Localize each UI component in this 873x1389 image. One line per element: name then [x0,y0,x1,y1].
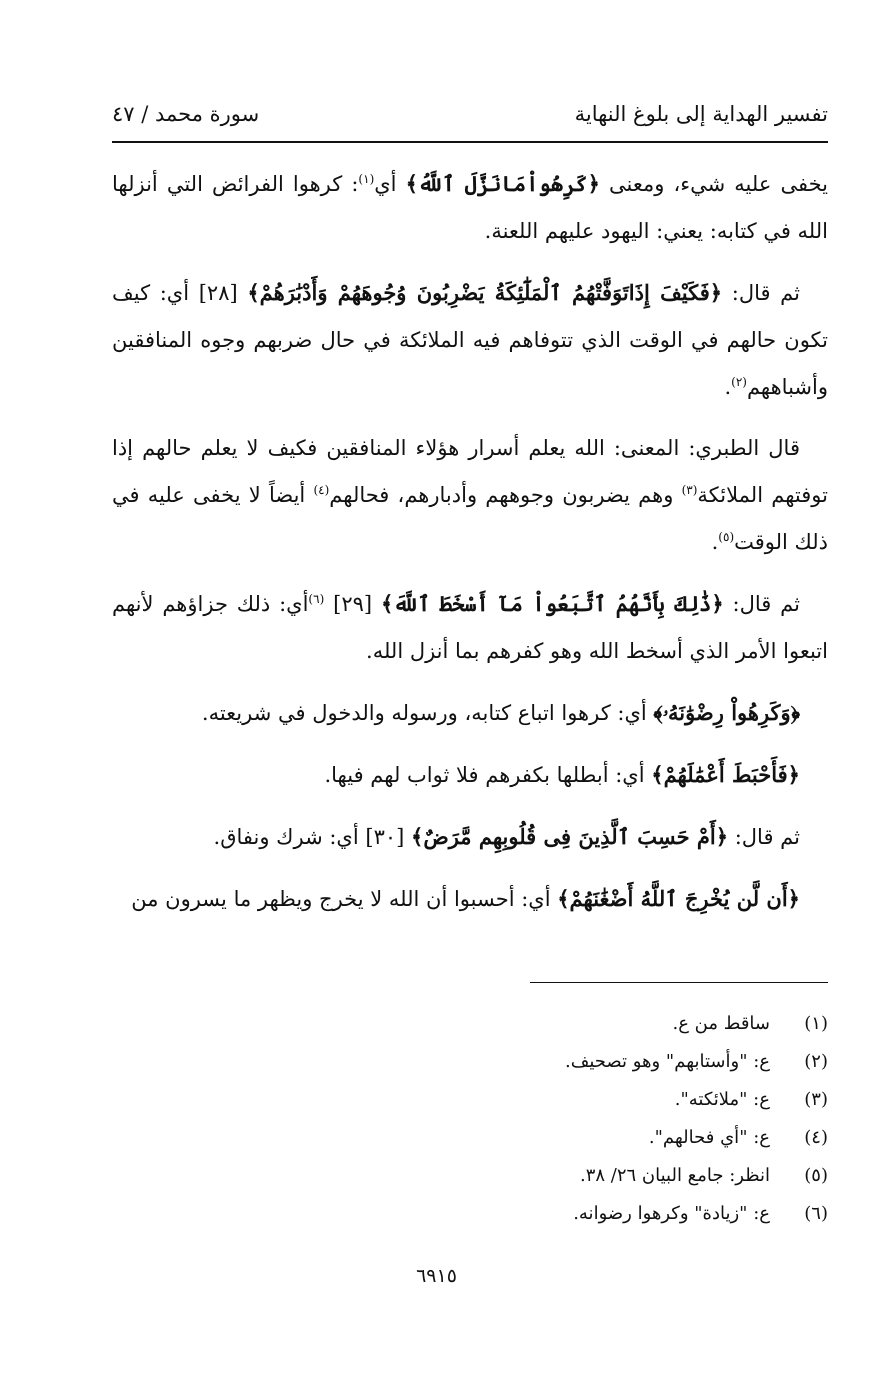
footnote-item [112,1195,828,1233]
footnote-item [112,1157,828,1195]
footnote-text: ع: "وأستابهم" وهو تصحيف. [564,1051,770,1072]
quran-verse: ﴿أَن لَّن يُخْرِجَ ٱللَّهُ أَضْغَٰنَهُمْ﴾ [557,886,800,911]
footnote-marker: (١) [358,172,375,186]
footnote-number: (٢) [804,1051,828,1072]
footnote-number: (٦) [804,1203,828,1224]
footnote-number: (٣) [804,1089,828,1110]
paragraph-4: ثم قال: ﴿ذَٰلِكَ بِأَنَّهُمُ ٱتَّبَعُواْ مَآ أَسْخَطَ ٱللَّهَ﴾ [٢٩] $^{(٦)}$أي: ذلك جزاؤهم لأنهم اتبعوا الأمر الذي أسخط الله وهو كفرهم بما أنزل الله. [112,591,828,663]
footnote-number: (٤) [804,1127,828,1148]
footnotes [112,1005,828,1233]
footnote-text: ساقط من ع. [672,1013,770,1034]
footnote-item [112,1043,828,1081]
footnote-number: (١) [804,1013,828,1034]
footnote-item [112,1081,828,1119]
paragraph-8: ﴿أَن لَّن يُخْرِجَ ٱللَّهُ أَضْغَٰنَهُمْ﴾ أي: أحسبوا أن الله لا يخرج ويظهر ما يسرون من [131,886,800,911]
paragraph-7: ثم قال: ﴿أَمْ حَسِبَ ٱلَّذِينَ فِى قُلُوبِهِم مَّرَضٌ﴾ [٣٠] أي: شرك ونفاق. [213,824,800,849]
footnote-marker: (٦) [308,592,325,606]
quran-verse: ﴿فَكَيْفَ إِذَاتَوَفَّتْهُمُ ٱلْمَلَٰٓئِكَةُ يَضْرِبُونَ وُجُوهَهُمْ وَأَدْبَٰرَهُمْ﴾ [247,280,723,305]
footnote-number: (٥) [804,1165,828,1186]
paragraph-6: ﴿فَأَحْبَطَ أَعْمَٰلَهُمْ﴾ أي: أبطلها بكفرهم فلا ثواب لهم فيها. [324,762,800,787]
footnote-text: ع: "أي فحالهم". [648,1127,770,1148]
footnote-divider [530,982,828,983]
footnote-marker: (٢) [731,375,747,389]
footnote-marker: (٤) [313,483,330,497]
quran-verse: ﴿ذَٰلِكَ بِأَنَّهُمُ ٱتَّبَعُواْ مَآ أَسْخَطَ ٱللَّهَ﴾ [380,591,724,616]
running-header [112,96,828,132]
footnote-text: ع: "ملائكته". [674,1089,770,1110]
page-number: ٦٩١٥ [416,1265,457,1287]
header-divider [112,141,828,143]
footnote-marker: (٣) [681,483,698,497]
quran-verse: ﴿أَمْ حَسِبَ ٱلَّذِينَ فِى قُلُوبِهِم مَّرَضٌ﴾ [411,824,729,849]
paragraph-5: ﴿وَكَرِهُواْ رِضْوَٰنَهُۥ﴾ أي: كرهوا اتباع كتابه، ورسوله والدخول في شريعته. [201,700,800,725]
paragraph-1: يخفى عليه شيء، ومعنى ﴿كَرِهُواْمَانَزَّلَ ٱللَّهُ﴾ أي$^{(١)}$: كرهوا الفرائض التي أنزلها الله في كتابه: يعني: اليهود عليهم اللعنة. [112,171,828,243]
book-title: تفسير الهداية إلى بلوغ النهاية [574,102,828,126]
footnote-text: ع: "زيادة" وكرهوا رضوانه. [573,1203,770,1224]
quran-verse: ﴿كَرِهُواْمَانَزَّلَ ٱللَّهُ﴾ [405,171,600,196]
main-text [112,160,828,937]
paragraph-2: ثم قال: ﴿فَكَيْفَ إِذَاتَوَفَّتْهُمُ ٱلْمَلَٰٓئِكَةُ يَضْرِبُونَ وُجُوهَهُمْ وَأَدْبَٰرَهُمْ﴾ [٢٨] أي: كيف تكون حالهم في الوقت الذي تتوفاهم فيه الملائكة في حال ضربهم وجوه المنافقين وأشباههم$^{(٢)}$. [112,280,828,399]
paragraph-3: قال الطبري: المعنى: الله يعلم أسرار هؤلاء المنافقين فكيف لا يعلم حالهم إذا توفتهم الملائكة$^{(٣)}$ وهم يضربون وجوههم وأدبارهم، فحالهم$^{(٤)}$ أيضاً لا يخفى عليه في ذلك الوقت$^{(٥)}$. [112,436,828,554]
quran-verse: ﴿وَكَرِهُواْ رِضْوَٰنَهُۥ﴾ [653,700,800,725]
footnote-item [112,1119,828,1157]
footnote-marker: (٥) [718,530,735,544]
quran-verse: ﴿فَأَحْبَطَ أَعْمَٰلَهُمْ﴾ [651,762,800,787]
surah-reference: سورة محمد / ٤٧ [112,102,260,126]
footnote-item [112,1005,828,1043]
footnote-text: انظر: جامع البيان ٢٦/ ٣٨. [579,1165,770,1186]
